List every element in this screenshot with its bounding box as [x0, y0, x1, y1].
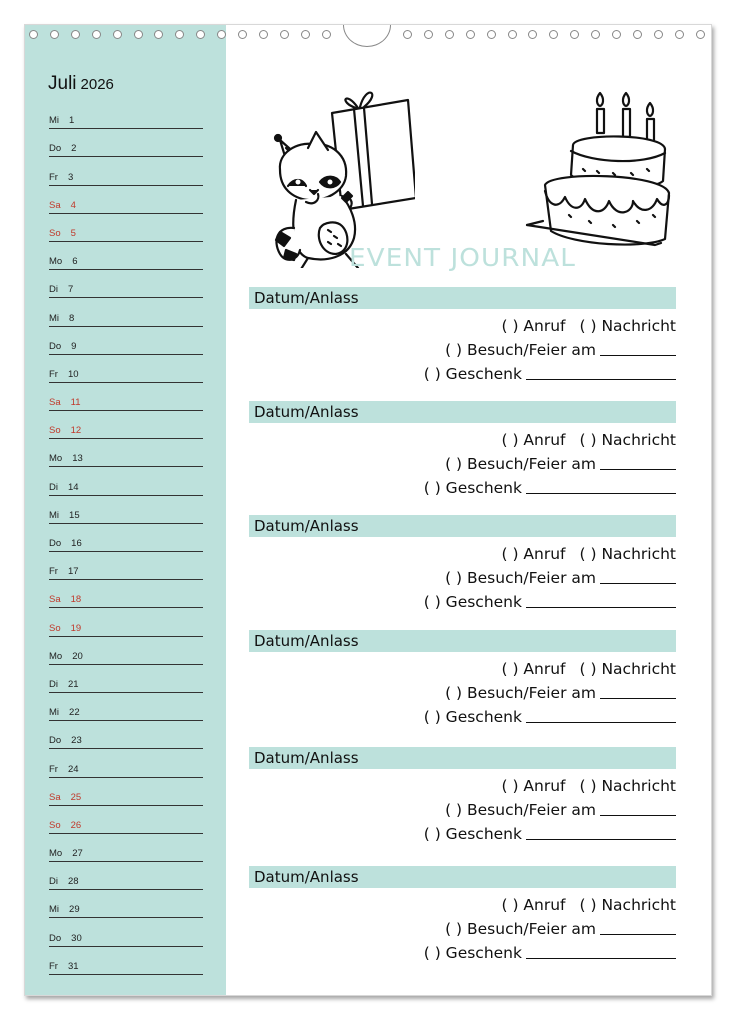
day-number: 1: [69, 115, 75, 127]
binding-hole: [696, 30, 705, 39]
weekday: Mi: [49, 707, 60, 719]
contact-options: [501, 545, 676, 563]
binding-hole: [50, 30, 59, 39]
weekday: Mi: [49, 509, 60, 521]
besuch-checkbox[interactable]: ( ) Besuch/Feier am: [445, 801, 596, 819]
day-number: 29: [69, 904, 80, 916]
gift-line: [424, 593, 676, 611]
day-row: [49, 552, 203, 580]
weekday: Fr: [49, 566, 58, 578]
day-row: [49, 524, 203, 552]
anruf-checkbox[interactable]: ( ) Anruf: [501, 545, 566, 563]
contact-options: [501, 317, 676, 335]
journal-entry: [249, 287, 676, 383]
nachricht-checkbox[interactable]: ( ) Nachricht: [579, 317, 676, 335]
entry-header[interactable]: Datum/Anlass: [249, 866, 676, 888]
day-row: [49, 411, 203, 439]
day-row: [49, 749, 203, 777]
binding-hole: [175, 30, 184, 39]
day-number: 6: [72, 256, 78, 268]
anruf-checkbox[interactable]: ( ) Anruf: [501, 317, 566, 335]
visit-line: [445, 569, 676, 587]
calendar-page: [24, 24, 712, 996]
geschenk-checkbox[interactable]: ( ) Geschenk: [423, 825, 522, 843]
day-row: [49, 129, 203, 157]
binding-hole: [322, 30, 331, 39]
visit-line: [445, 920, 676, 938]
gift-line: [424, 944, 676, 962]
binding-hole: [92, 30, 101, 39]
weekday: Mo: [49, 453, 63, 465]
binding-hole: [424, 30, 433, 39]
day-number: 27: [72, 848, 83, 860]
day-number: 2: [71, 143, 77, 155]
binding-hole: [196, 30, 205, 39]
day-row: [49, 439, 203, 467]
besuch-date-field[interactable]: [600, 455, 676, 470]
day-number: 21: [67, 678, 79, 690]
month-name: Juli: [48, 73, 77, 94]
besuch-checkbox[interactable]: ( ) Besuch/Feier am: [445, 569, 596, 587]
day-number: 25: [70, 791, 82, 803]
gift-line: [424, 708, 676, 726]
day-number: 24: [67, 763, 79, 775]
day-number: 19: [70, 622, 82, 634]
geschenk-checkbox[interactable]: ( ) Geschenk: [423, 593, 522, 611]
geschenk-field[interactable]: [526, 708, 676, 723]
day-number: 30: [71, 932, 82, 944]
day-row: [49, 608, 203, 636]
binding-hole: [29, 30, 38, 39]
day-row: [49, 862, 203, 890]
binding-hole: [154, 30, 163, 39]
besuch-date-field[interactable]: [600, 569, 676, 584]
nachricht-checkbox[interactable]: ( ) Nachricht: [579, 545, 676, 563]
weekday: Di: [49, 284, 58, 296]
day-row: [49, 157, 203, 185]
besuch-checkbox[interactable]: ( ) Besuch/Feier am: [445, 341, 596, 359]
day-row: [49, 834, 203, 862]
binding-hole: [612, 30, 621, 39]
besuch-checkbox[interactable]: ( ) Besuch/Feier am: [445, 920, 596, 938]
weekday: Do: [49, 735, 62, 747]
geschenk-field[interactable]: [526, 825, 676, 840]
weekday: So: [49, 425, 61, 437]
nachricht-checkbox[interactable]: ( ) Nachricht: [579, 660, 676, 678]
day-number: 17: [67, 566, 79, 578]
birthday-cake-illustration: [523, 89, 671, 249]
besuch-date-field[interactable]: [600, 801, 676, 816]
weekday: Mi: [49, 904, 60, 916]
day-number: 7: [67, 284, 74, 296]
binding-hole: [134, 30, 143, 39]
day-row: [49, 467, 203, 495]
anruf-checkbox[interactable]: ( ) Anruf: [501, 431, 566, 449]
day-row: [49, 637, 203, 665]
weekday: Mi: [49, 312, 60, 324]
geschenk-checkbox[interactable]: ( ) Geschenk: [423, 944, 522, 962]
contact-options: [501, 431, 676, 449]
geschenk-field[interactable]: [526, 593, 676, 608]
binding-hole: [71, 30, 80, 39]
raccoon-with-gift-illustration: [250, 78, 415, 268]
binding-hole: [591, 30, 600, 39]
besuch-date-field[interactable]: [600, 920, 676, 935]
binding-hole: [280, 30, 289, 39]
binding-hole: [528, 30, 537, 39]
year: 2026: [80, 76, 114, 93]
entry-header[interactable]: Datum/Anlass: [249, 401, 676, 423]
day-number: 8: [69, 312, 75, 324]
binding-hole: [301, 30, 310, 39]
day-row: [49, 890, 203, 918]
visit-line: [445, 341, 676, 359]
binding-hole: [403, 30, 412, 39]
gift-line: [424, 365, 676, 383]
besuch-date-field[interactable]: [600, 684, 676, 699]
gift-line: [424, 479, 676, 497]
weekday: Sa: [49, 791, 61, 803]
day-number: 31: [67, 960, 79, 972]
day-row: [49, 580, 203, 608]
anruf-checkbox[interactable]: ( ) Anruf: [501, 896, 566, 914]
day-row: [49, 496, 203, 524]
binding-hole: [549, 30, 558, 39]
day-list: [49, 101, 203, 975]
contact-options: [501, 777, 676, 795]
anruf-checkbox[interactable]: ( ) Anruf: [501, 777, 566, 795]
entry-header[interactable]: Datum/Anlass: [249, 515, 676, 537]
visit-line: [445, 684, 676, 702]
day-row: [49, 947, 203, 975]
weekday: Mo: [49, 848, 63, 860]
geschenk-field[interactable]: [526, 944, 676, 959]
entry-header[interactable]: Datum/Anlass: [249, 630, 676, 652]
day-row: [49, 186, 203, 214]
weekday: Di: [49, 876, 58, 888]
binding-hole: [508, 30, 517, 39]
weekday: Sa: [49, 397, 61, 409]
visit-line: [445, 455, 676, 473]
gift-line: [424, 825, 676, 843]
day-row: [49, 298, 203, 326]
day-number: 5: [70, 227, 76, 239]
day-number: 23: [71, 735, 82, 747]
calendar-sidebar: [25, 25, 226, 995]
geschenk-checkbox[interactable]: ( ) Geschenk: [423, 708, 522, 726]
journal-entry: [249, 866, 676, 962]
day-number: 14: [67, 481, 79, 493]
besuch-checkbox[interactable]: ( ) Besuch/Feier am: [445, 455, 596, 473]
binding-hole: [217, 30, 226, 39]
weekday: Di: [49, 678, 58, 690]
entry-header[interactable]: Datum/Anlass: [249, 747, 676, 769]
weekday: So: [49, 819, 61, 831]
weekday: Mi: [49, 115, 60, 127]
geschenk-checkbox[interactable]: ( ) Geschenk: [423, 365, 522, 383]
binding-hole: [675, 30, 684, 39]
contact-options: [501, 896, 676, 914]
visit-line: [445, 801, 676, 819]
weekday: Do: [49, 932, 62, 944]
binding-hole: [570, 30, 579, 39]
binding-hole: [238, 30, 247, 39]
nachricht-checkbox[interactable]: ( ) Nachricht: [579, 777, 676, 795]
day-row: [49, 693, 203, 721]
anruf-checkbox[interactable]: ( ) Anruf: [501, 660, 566, 678]
day-row: [49, 383, 203, 411]
day-row: [49, 355, 203, 383]
day-row: [49, 778, 203, 806]
geschenk-field[interactable]: [526, 479, 676, 494]
day-number: 3: [67, 171, 74, 183]
weekday: Fr: [49, 171, 58, 183]
binding-hole: [113, 30, 122, 39]
weekday: So: [49, 227, 61, 239]
day-row: [49, 721, 203, 749]
binding-hole: [654, 30, 663, 39]
day-number: 16: [71, 538, 82, 549]
nachricht-checkbox[interactable]: ( ) Nachricht: [579, 431, 676, 449]
day-number: 15: [69, 509, 80, 521]
day-row: [49, 806, 203, 834]
journal-entry: [249, 401, 676, 497]
day-row: [49, 214, 203, 242]
weekday: Mo: [49, 256, 63, 268]
day-number: 12: [70, 425, 82, 437]
day-number: 11: [70, 397, 81, 409]
day-number: 22: [69, 707, 80, 719]
entry-header[interactable]: Datum/Anlass: [249, 287, 676, 309]
day-number: 18: [70, 594, 82, 606]
day-number: 13: [72, 453, 83, 465]
weekday: Fr: [49, 960, 58, 972]
binding-hole: [633, 30, 642, 39]
journal-title: EVENT JOURNAL: [349, 243, 576, 272]
day-number: 20: [72, 650, 83, 662]
binding-hole: [466, 30, 475, 39]
weekday: Mo: [49, 650, 63, 662]
binding-hole: [259, 30, 268, 39]
contact-options: [501, 660, 676, 678]
besuch-date-field[interactable]: [600, 341, 676, 356]
month-title: [48, 73, 114, 95]
day-row: [49, 665, 203, 693]
weekday: Do: [49, 340, 62, 352]
journal-entry: [249, 630, 676, 726]
journal-entry: [249, 515, 676, 611]
day-number: 10: [67, 368, 79, 380]
day-row: [49, 101, 203, 129]
binding-hole: [487, 30, 496, 39]
day-row: [49, 242, 203, 270]
weekday: Fr: [49, 763, 58, 775]
weekday: Sa: [49, 594, 61, 606]
binding-hole: [445, 30, 454, 39]
journal-entry: [249, 747, 676, 843]
weekday: Do: [49, 143, 62, 155]
besuch-checkbox[interactable]: ( ) Besuch/Feier am: [445, 684, 596, 702]
day-row: [49, 918, 203, 946]
weekday: Fr: [49, 368, 58, 380]
day-number: 26: [70, 819, 82, 831]
weekday: Sa: [49, 199, 61, 211]
weekday: Do: [49, 538, 62, 549]
day-number: 28: [67, 876, 79, 888]
geschenk-field[interactable]: [526, 365, 676, 380]
day-number: 9: [71, 340, 77, 352]
day-row: [49, 327, 203, 355]
weekday: So: [49, 622, 61, 634]
geschenk-checkbox[interactable]: ( ) Geschenk: [423, 479, 522, 497]
day-row: [49, 270, 203, 298]
weekday: Di: [49, 481, 58, 493]
day-number: 4: [70, 199, 76, 211]
nachricht-checkbox[interactable]: ( ) Nachricht: [579, 896, 676, 914]
